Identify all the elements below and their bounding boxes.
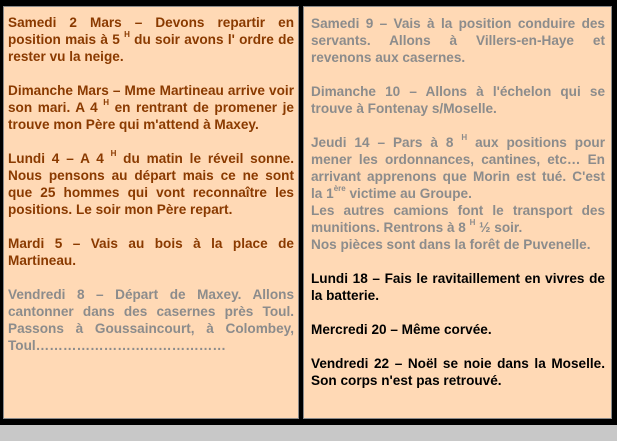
right-column xyxy=(303,6,612,419)
diary-entry: Lundi 4 – A 4 $^H$ du matin le réveil sonne. Nous pensons au départ mais ce ne sont que 25 hommes qui vont reconnaître les positions. Le soir mon Père repart. xyxy=(8,149,294,217)
diary-entry: Dimanche 10 – Allons à l'échelon qui se trouve à Fontenay s/Moselle. xyxy=(311,84,605,116)
diary-entry: Mercredi 20 – Même corvée. xyxy=(311,322,492,337)
diary-entry: Jeudi 14 – Pars à 8 $^H$ aux positions pour mener les ordonnances, cantines, etc… En arrivant apprenons que Morin est tué. C'est la 1ère victime au Groupe. Les autres camions font le transport des munitions. Rentrons à 8 $^H$ ½ soir. Nos pièces sont dans la forêt de Puvenelle. xyxy=(311,133,605,252)
left-column xyxy=(3,6,299,419)
bottom-bar xyxy=(0,425,617,441)
diary-entry: Lundi 18 – Fais le ravitaillement en vivres de la batterie. xyxy=(311,271,605,303)
diary-entry: Samedi 9 – Vais à la position conduire des servants. Allons à Villers-en-Haye et revenons aux casernes. xyxy=(311,16,605,65)
diary-entry: Dimanche Mars – Mme Martineau arrive voir son mari. A 4 $^H$ en rentrant de promener je trouve mon Père qui m'attend à Maxey. xyxy=(8,83,294,132)
diary-entry: Vendredi 8 – Départ de Maxey. Allons cantonner dans des casernes près Toul. Passons à Goussaincourt, à Colombey, Toul…………………………………… xyxy=(8,287,294,353)
diary-entry: Samedi 2 Mars – Devons repartir en position mais à 5 $^H$ du soir avons l' ordre de rester vu la neige. xyxy=(8,15,295,64)
diary-entry: Mardi 5 – Vais au bois à la place de Martineau. xyxy=(8,236,294,268)
diary-entry: Vendredi 22 – Noël se noie dans la Moselle. Son corps n'est pas retrouvé. xyxy=(311,356,605,388)
